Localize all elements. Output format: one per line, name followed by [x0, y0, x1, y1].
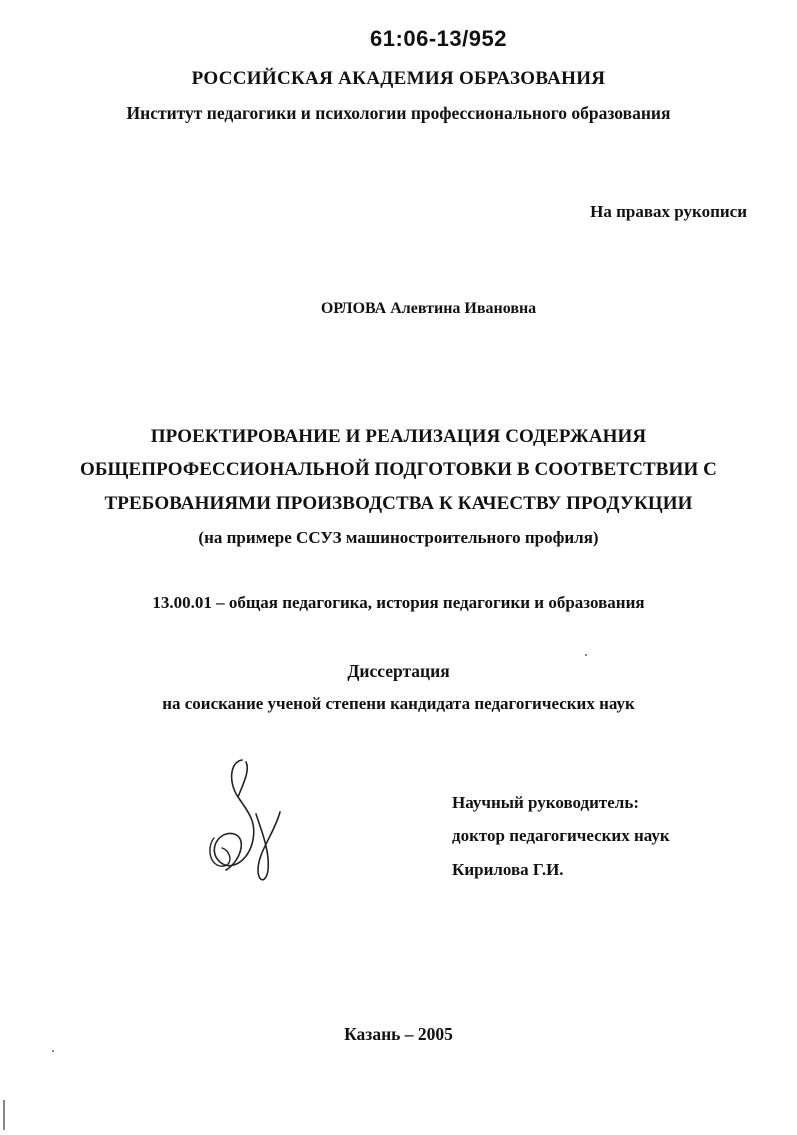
- thesis-title-line-2: ОБЩЕПРОФЕССИОНАЛЬНОЙ ПОДГОТОВКИ В СООТВЕТСТВИИ С: [79, 459, 717, 480]
- supervisor-name: Кирилова Г.И.: [452, 860, 564, 879]
- specialty-code: 13.00.01 – общая педагогика, история педагогики и образования: [152, 593, 645, 612]
- degree-statement: на соискание ученой степени кандидата педагогических наук: [162, 694, 635, 713]
- author-name: ОРЛОВА Алевтина Ивановна: [320, 300, 537, 317]
- city-year: Казань – 2005: [344, 1024, 453, 1044]
- document-type: Диссертация: [347, 661, 450, 681]
- supervisor-degree: доктор педагогических наук: [452, 826, 670, 845]
- supervisor-label: Научный руководитель:: [452, 793, 639, 812]
- institute-name: Институт педагогики и психологии профессионального образования: [126, 103, 671, 123]
- organization-name: РОССИЙСКАЯ АКАДЕМИЯ ОБРАЗОВАНИЯ: [191, 68, 606, 89]
- thesis-title-line-3: ТРЕБОВАНИЯМИ ПРОИЗВОДСТВА К КАЧЕСТВУ ПРОДУКЦИИ: [104, 493, 693, 514]
- scan-speck: [585, 654, 587, 656]
- thesis-title-line-1: ПРОЕКТИРОВАНИЕ И РЕАЛИЗАЦИЯ СОДЕРЖАНИЯ: [150, 426, 647, 447]
- scan-speck: [52, 1050, 54, 1052]
- scan-speck: [3, 1100, 5, 1130]
- thesis-subtitle: (на примере ССУЗ машиностроительного профиля): [198, 528, 599, 547]
- signature: [200, 752, 300, 892]
- rights-note: На правах рукописи: [590, 202, 747, 221]
- archive-code: 61:06-13/952: [370, 26, 507, 51]
